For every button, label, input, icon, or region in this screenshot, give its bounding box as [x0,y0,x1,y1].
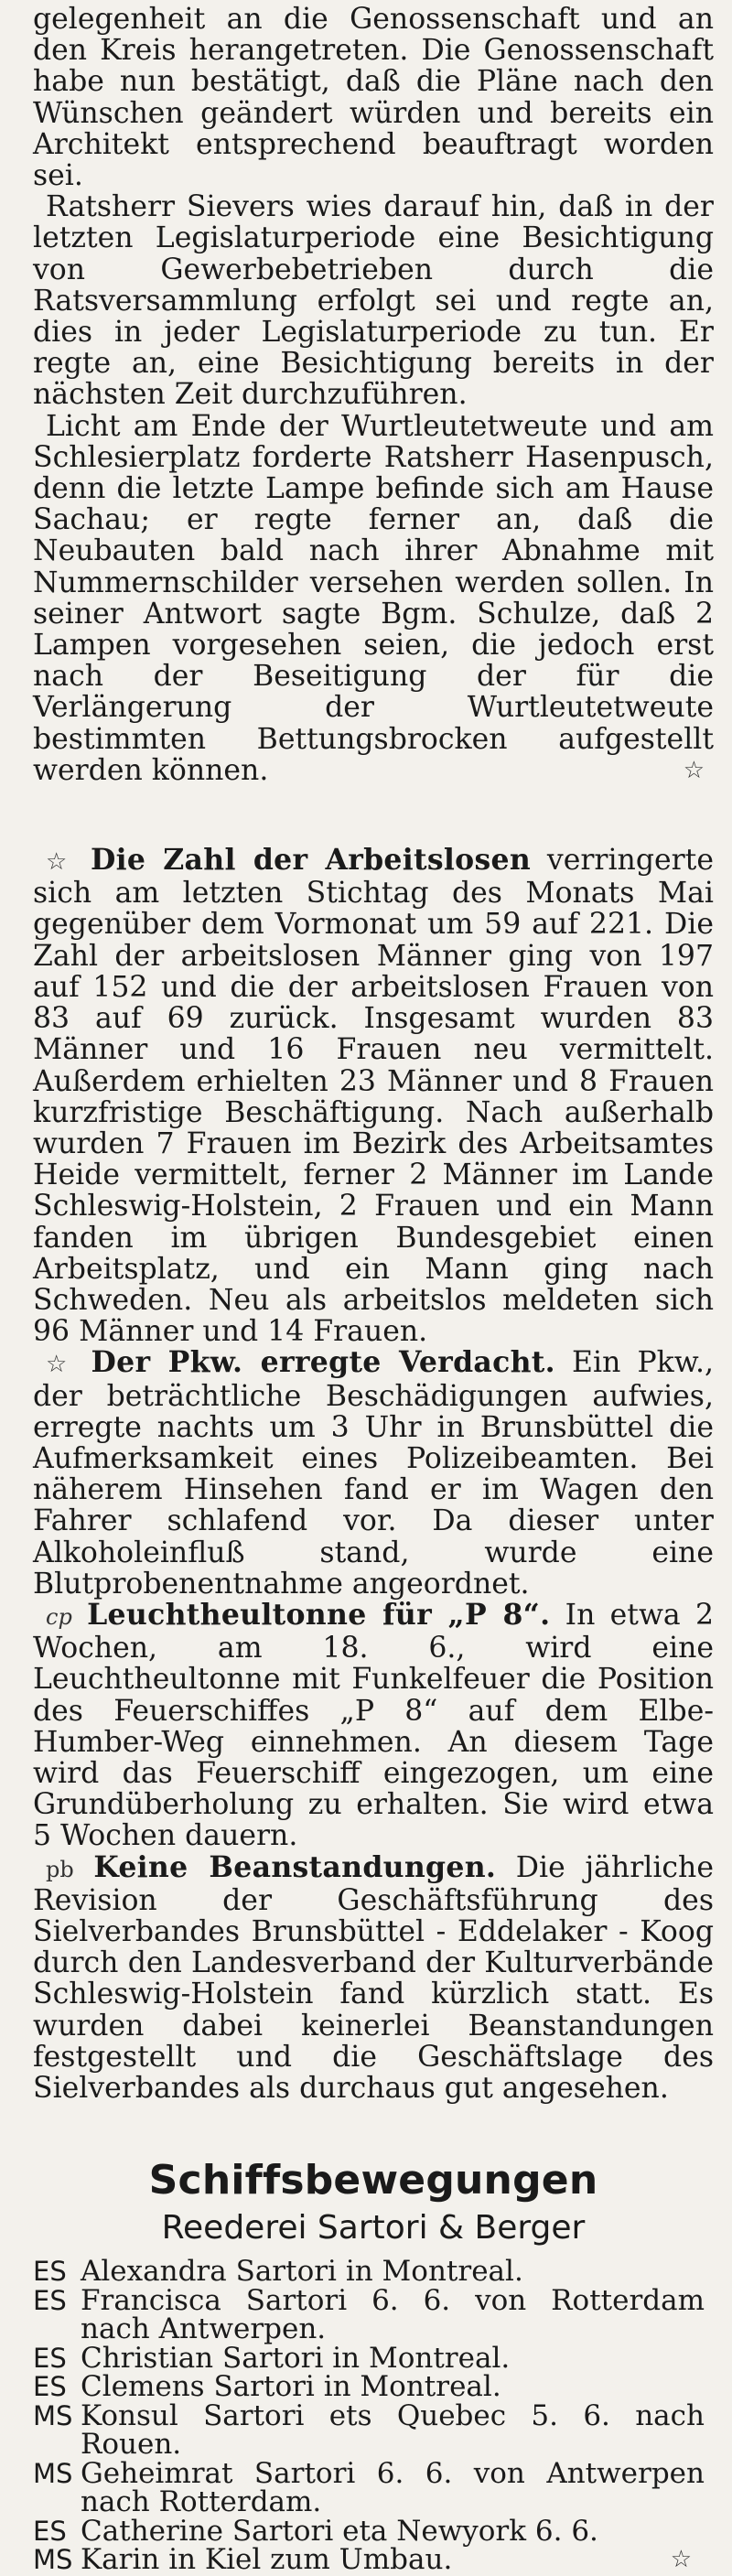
author-mark: pb [46,1856,74,1882]
author-mark: cp [46,1603,72,1630]
news-headline: Leuchtheultonne für „P 8“. [87,1597,551,1632]
news-item-buoy [33,1597,715,1853]
ship-movements [33,2157,714,2575]
news-item-unemployment [33,845,714,1347]
news-body: Ein Pkw., der beträchtliche Beschädigungen aufwies, erregte nachts um 3 Uhr in Brunsbüttel die Aufmerksamkeit eines Polizeibeamten. Bei näherem Hinsehen fand er im Wagen den Fahrer schlafend vor. Da dieser unter Alkoholeinfluß stand, wurde eine Blutprobenentnahme angeordnet. [33,1346,714,1601]
star-mark: ☆ [46,848,75,877]
ship-type-code: ES [33,2371,67,2403]
ship-status: Karin in Kiel zum Umbau. [81,2543,453,2576]
news-body: In etwa 2 Wochen, am 18. 6., wird eine Leuchtheultonne mit Funkelfeuer die Position des Feuerschiffes „P 8“ auf dem Elbe-Humber-Weg einnehmen. An diesem Tage wird das Feuerschiff eingezogen, um eine Grundüberholung zu erhalten. Sie wird etwa 5 Wochen dauern. [33,1598,715,1853]
local-news [33,845,714,2104]
ship-row [33,2514,714,2548]
ship-type-code: ES [33,2515,67,2547]
article-paragraph-2: Ratsherr Sievers wies darauf hin, daß in der letzten Legislaturperiode eine Besichtigung von Gewerbebetrieben durch die Ratsversammlung erfolgt sei und regte an, dies in jeder Legislaturperiode zu tun. Er regte an, eine Besichtigung bereits in der nächsten Zeit durchzuführen. [33,190,714,412]
star-end-mark: ☆ [670,2546,692,2574]
news-body: verringerte sich am letzten Stichtag des Monats Mai gegenüber dem Vormonat um 59 auf 221. Die Zahl der arbeitslosen Männer ging von 197 auf 152 und die der arbeitslosen Frauen von 83 auf 69 zurück. Insgesamt wurden 83 Männer und 16 Frauen neu vermittelt. Außerdem erhielten 23 Männer und 8 Frauen kurzfristige Beschäftigung. Nach außerhalb wurden 7 Frauen im Bezirk des Arbeitsamtes Heide vermittelt, ferner 2 Männer im Lande Schleswig-Holstein, 2 Frauen und ein Mann fanden im übrigen Bundesgebiet einen Arbeitsplatz, und ein Mann ging nach Schweden. Neu als arbeitslos meldeten sich 96 Männer und 14 Frauen. [33,844,714,1349]
ship-status: Catherine Sartori eta Newyork 6. 6. [81,2514,598,2548]
ship-status: Geheimrat Sartori 6. 6. von Antwerpen nach Rotterdam. [81,2456,705,2519]
ship-row [33,2341,714,2375]
section-subtitle: Reederei Sartori & Berger [161,2209,586,2247]
ship-row [33,2398,714,2462]
ship-row [33,2543,714,2576]
ship-type-code: MS [33,2457,73,2489]
news-headline: Keine Beanstandungen. [93,1849,497,1884]
ship-row [33,2456,714,2519]
article-paragraph-3-text: Licht am Ende der Wurtleutetweute und am Schlesierplatz forderte Ratsherr Hasenpusch, denn die letzte Lampe befinde sich am Hause Sachau; er regte ferner an, daß die Neubauten bald nach ihrer Abnahme mit Nummernschilder versehen werden sollen. In seiner Antwort sagte Bgm. Schulze, daß 2 Lampen vorgesehen seien, die jedoch erst nach der Beseitigung der für die Verlängerung der Wurtleutetweute bestimmten Bettungsbrocken aufgestellt werden können. [33,409,714,787]
news-item-audit [33,1849,714,2105]
news-headline: Der Pkw. erregte Verdacht. [91,1345,555,1380]
ship-status: Clemens Sartori in Montreal. [81,2370,501,2404]
ship-type-code: MS [33,2544,73,2576]
ship-status: Konsul Sartori ets Quebec 5. 6. nach Rouen. [81,2398,705,2462]
ship-row [33,2370,714,2404]
star-end-mark: ☆ [683,756,705,784]
ship-status: Francisca Sartori 6. 6. von Rotterdam nach Antwerpen. [81,2283,705,2346]
news-body: Die jährliche Revision der Geschäftsführung des Sielverbandes Brunsbüttel - Eddelaker - Koog durch den Landesverband der Kulturverbände Schleswig-Holstein fand kürzlich statt. Es wurden dabei keinerlei Beanstandungen festgestellt und die Geschäftslage des Sielverbandes als durchaus gut angesehen. [33,1850,714,2105]
news-headline: Die Zahl der Arbeitslosen [90,843,532,878]
ship-list [33,2255,714,2576]
ship-type-code: ES [33,2256,67,2288]
council-article [33,0,714,786]
ship-status: Christian Sartori in Montreal. [81,2341,511,2375]
star-mark: ☆ [46,1351,75,1379]
ship-type-code: MS [33,2399,73,2431]
ship-row [33,2255,714,2289]
article-paragraph-1: gelegenheit an die Genossenschaft und an den Kreis herangetreten. Die Genossenschaft habe nun bestätigt, daß die Pläne nach den Wünschen geändert würden und bereits ein Architekt entsprechend beauftragt worden sei. [33,3,714,193]
ship-status: Alexandra Sartori in Montreal. [81,2255,523,2289]
section-title: Schiffsbewegungen [148,2157,598,2204]
ship-type-code: ES [33,2342,67,2374]
ship-row [33,2283,714,2346]
news-item-car [33,1347,714,1600]
article-paragraph-3 [33,411,714,786]
ship-type-code: ES [33,2284,67,2316]
